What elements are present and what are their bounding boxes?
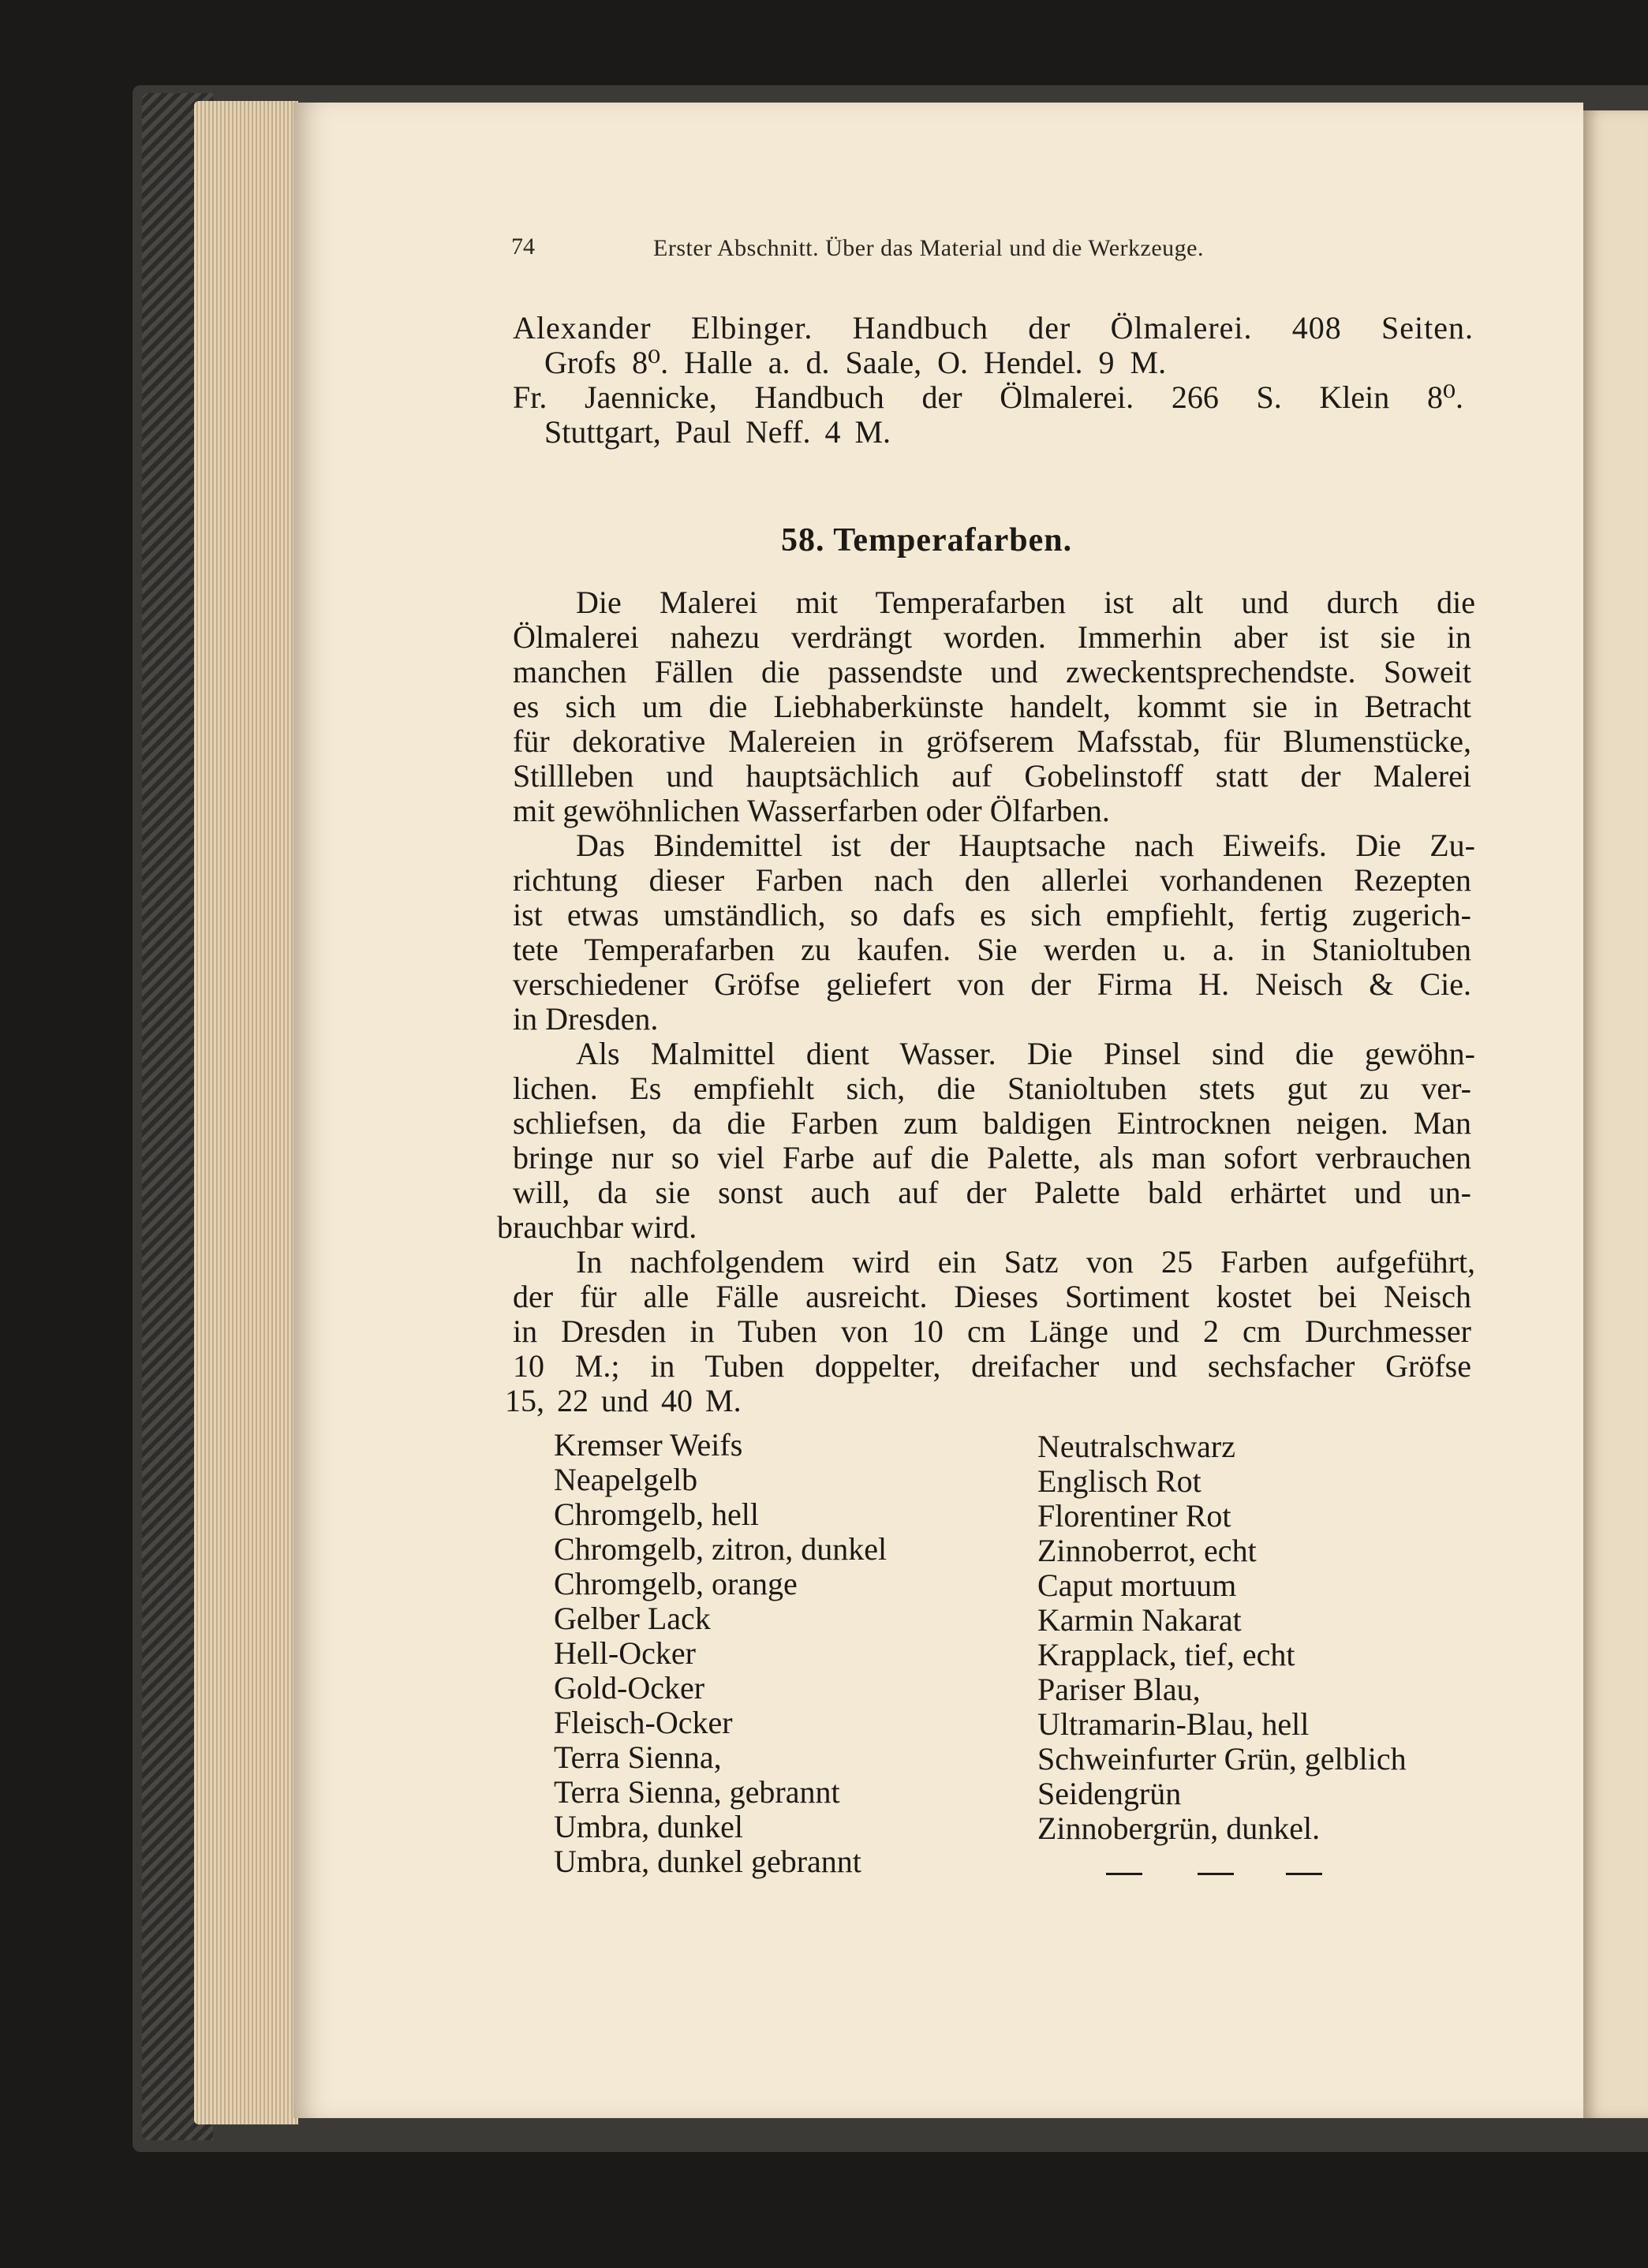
paragraph-line: richtung dieser Farben nach den allerlei vorhandenen Rezepten: [513, 862, 1471, 898]
paragraph-line: ist etwas umständlich, so dafs es sich empfiehlt, fertig zugerich-: [513, 897, 1471, 932]
paragraph-line: in Dresden in Tuben von 10 cm Länge und 2 cm Durchmesser: [513, 1313, 1471, 1349]
paragraph-line: bringe nur so viel Farbe auf die Palette, als man sofort verbrauchen: [513, 1140, 1471, 1175]
paragraph-line: es sich um die Liebhaberkünste handelt, kommt sie in Betracht: [513, 689, 1471, 724]
color-item: Gelber Lack: [554, 1601, 711, 1636]
color-item: Chromgelb, hell: [554, 1496, 759, 1532]
paragraph-line: manchen Fällen die passendste und zweckentsprechendste. Soweit: [513, 654, 1471, 689]
color-item: Caput mortuum: [1037, 1567, 1237, 1603]
page-number: 74: [511, 234, 535, 260]
color-item: Gold-Ocker: [554, 1670, 705, 1706]
color-item: Neapelgelb: [554, 1462, 698, 1497]
reference-line: Stuttgart, Paul Neff. 4 M.: [544, 414, 891, 450]
color-item: Pariser Blau,: [1037, 1672, 1201, 1707]
running-title: Erster Abschnitt. Über das Material und die Werkzeuge.: [653, 235, 1204, 261]
reference-line: Alexander Elbinger. Handbuch der Ölmalerei. 408 Seiten.: [513, 310, 1474, 346]
paragraph-line: lichen. Es empfiehlt sich, die Stanioltuben stets gut zu ver-: [513, 1070, 1471, 1106]
paragraph-line: der für alle Fälle ausreicht. Dieses Sortiment kostet bei Neisch: [513, 1279, 1471, 1314]
paragraph-line: Als Malmittel dient Wasser. Die Pinsel sind die gewöhn-: [576, 1036, 1475, 1071]
paragraph-line: Stillleben und hauptsächlich auf Gobelinstoff statt der Malerei: [513, 758, 1471, 794]
paragraph-line: für dekorative Malereien in gröfserem Mafsstab, für Blumenstücke,: [513, 723, 1471, 759]
color-item: Hell-Ocker: [554, 1635, 696, 1671]
color-item: Zinnoberrot, echt: [1037, 1533, 1257, 1568]
color-item: Zinnobergrün, dunkel.: [1037, 1810, 1321, 1846]
paragraph-line: in Dresden.: [513, 1001, 659, 1037]
color-item: Chromgelb, orange: [554, 1566, 798, 1601]
paragraph-line: verschiedener Gröfse geliefert von der Firma H. Neisch & Cie.: [513, 966, 1471, 1002]
closing-dash: [1286, 1873, 1322, 1875]
paragraph-line: Ölmalerei nahezu verdrängt worden. Immerhin aber ist sie in: [513, 619, 1471, 655]
color-item: Fleisch-Ocker: [554, 1705, 733, 1740]
color-item: Krapplack, tief, echt: [1037, 1637, 1295, 1672]
color-item: Ultramarin-Blau, hell: [1037, 1706, 1310, 1742]
paragraph-line: schliefsen, da die Farben zum baldigen Eintrocknen neigen. Man: [513, 1105, 1471, 1141]
paragraph-line: In nachfolgendem wird ein Satz von 25 Farben aufgeführt,: [576, 1244, 1475, 1280]
color-item: Englisch Rot: [1037, 1463, 1201, 1499]
paragraph-line: mit gewöhnlichen Wasserfarben oder Ölfarben.: [513, 793, 1110, 828]
color-list-right: [1037, 1429, 1407, 1846]
paragraph-line: Das Bindemittel ist der Hauptsache nach Eiweifs. Die Zu-: [576, 828, 1475, 863]
closing-dash: [1106, 1873, 1142, 1875]
color-item: Umbra, dunkel: [554, 1809, 743, 1844]
paragraph-line: tete Temperafarben zu kaufen. Sie werden u. a. in Stanioltuben: [513, 932, 1471, 967]
color-item: Kremser Weifs: [554, 1427, 743, 1463]
paragraph-line: 15, 22 und 40 M.: [505, 1383, 742, 1418]
paragraph-line: 10 M.; in Tuben doppelter, dreifacher und sechsfacher Gröfse: [513, 1348, 1471, 1384]
paragraph-line: will, da sie sonst auch auf der Palette bald erhärtet und un-: [513, 1175, 1471, 1210]
color-list-left: [554, 1428, 887, 1879]
color-item: Neutralschwarz: [1037, 1429, 1235, 1464]
color-item: Florentiner Rot: [1037, 1498, 1231, 1534]
page-edges: [194, 101, 298, 2124]
facing-page-edge: [1583, 110, 1648, 2118]
paragraph-line: brauchbar wird.: [497, 1209, 697, 1245]
color-item: Seidengrün: [1037, 1776, 1182, 1811]
color-item: Terra Sienna,: [554, 1739, 722, 1775]
section-heading: 58. Temperafarben.: [781, 522, 1073, 559]
color-item: Chromgelb, zitron, dunkel: [554, 1531, 888, 1567]
color-item: Schweinfurter Grün, gelblich: [1037, 1741, 1407, 1777]
color-item: Karmin Nakarat: [1037, 1602, 1242, 1638]
paragraph-line: Die Malerei mit Temperafarben ist alt und durch die: [576, 585, 1475, 620]
reference-line: Fr. Jaennicke, Handbuch der Ölmalerei. 266 S. Klein 8⁰.: [513, 379, 1463, 415]
reference-line: Grofs 8⁰. Halle a. d. Saale, O. Hendel. 9 M.: [544, 345, 1167, 380]
color-item: Terra Sienna, gebrannt: [554, 1774, 840, 1810]
color-item: Umbra, dunkel gebrannt: [554, 1844, 861, 1879]
closing-dash: [1198, 1873, 1234, 1875]
